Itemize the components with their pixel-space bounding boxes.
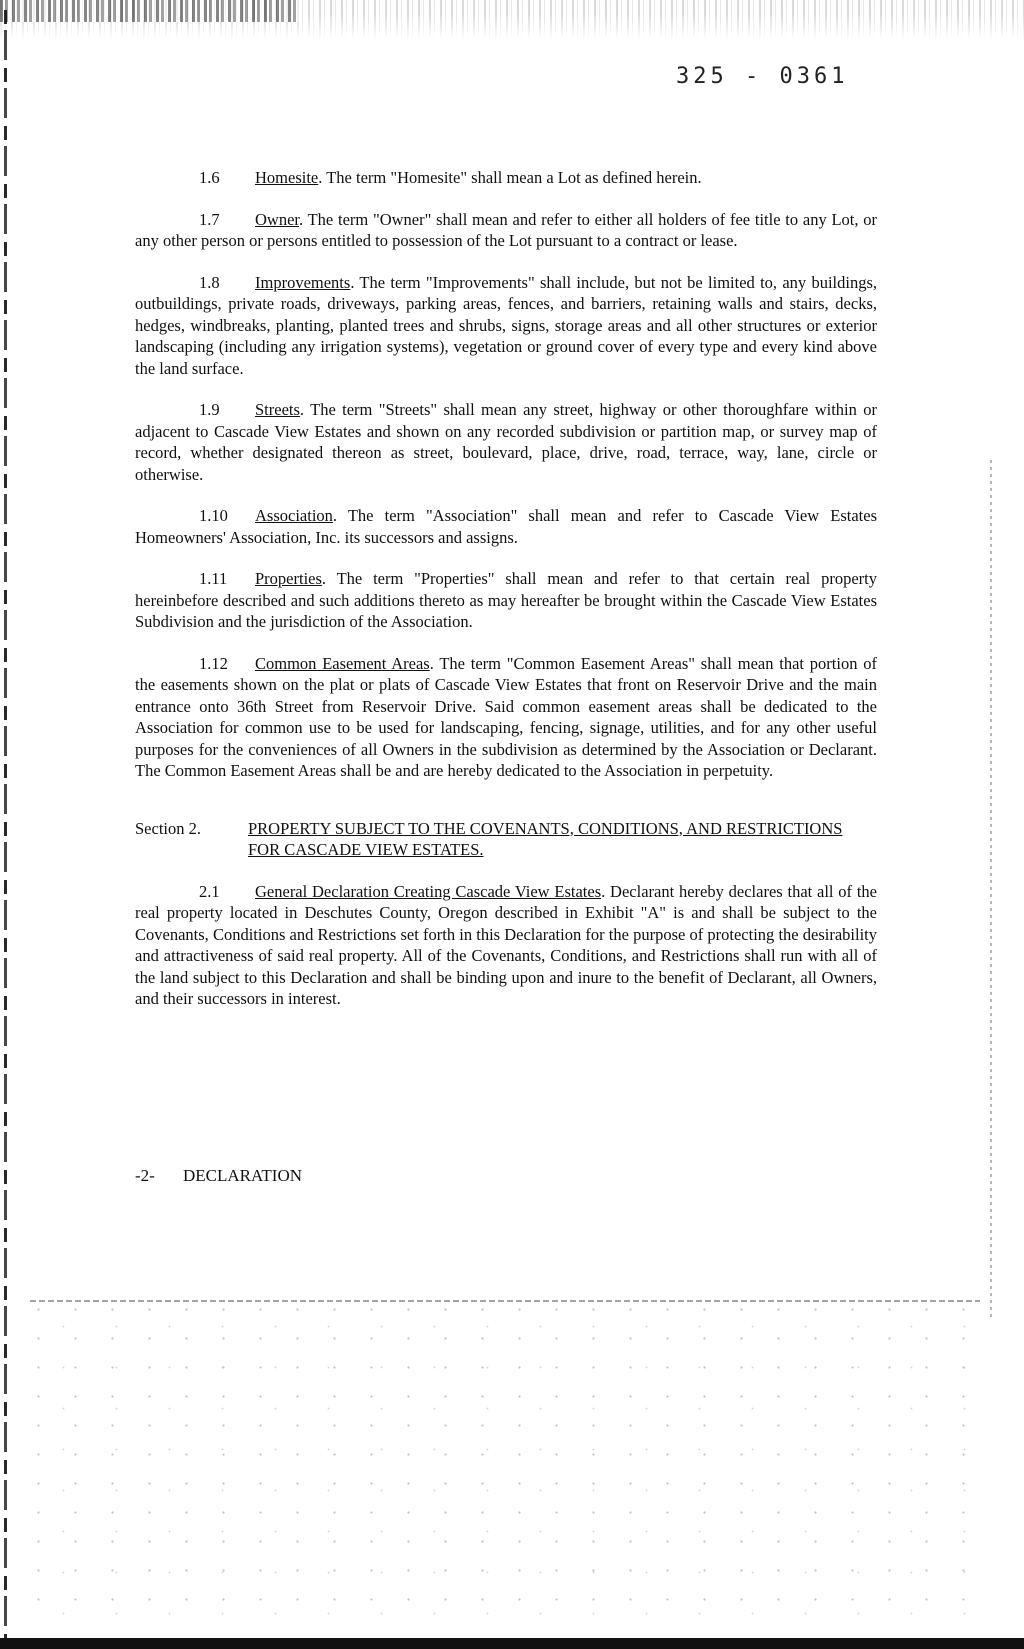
definition-1-12: 1.12 Common Easement Areas. The term "Common Easement Areas" shall mean that portion of the easements shown on the plat or plats of Cascade View Estates that front on Reservoir Drive and the main entrance onto 36th Street from Reservoir Drive. Said common easement areas shall be dedicated to the Association for common use to be used for landscaping, fencing, signage, utilities, and for any other useful purposes for the conveniences of all Owners in the subdivision as determined by the Association or Declarant. The Common Easement Areas shall be and are hereby dedicated to the Association in perpetuity. xyxy=(135,653,877,780)
section-title: PROPERTY SUBJECT TO THE COVENANTS, CONDITIONS, AND RESTRICTIONS FOR CASCADE VIEW ESTATES. xyxy=(248,818,843,859)
scan-right-edge xyxy=(990,460,992,1320)
scan-bottom-edge xyxy=(0,1638,1024,1649)
section-label: Section 2. xyxy=(135,818,201,838)
term-homesite: Homesite xyxy=(255,168,319,187)
definition-1-6: 1.6 Homesite. The term "Homesite" shall mean a Lot as defined herein. xyxy=(199,168,702,187)
section-2-heading xyxy=(135,818,877,861)
document-body xyxy=(135,167,877,1030)
paragraph-2-1: 2.1 General Declaration Creating Cascade View Estates. Declarant hereby declares that all of the real property located in Deschutes County, Oregon described in Exhibit "A" is and shall be subject to the Covenants, Conditions and Restrictions set forth in this Declaration for the purpose of protecting the desirability and attractiveness of said real property. All of the Covenants, Conditions, and Restrictions shall run with all of the land subject to this Declaration and shall be binding upon and inure to the benefit of Declarant, all Owners, and their successors in interest. xyxy=(135,881,877,1008)
scan-left-edge xyxy=(4,10,7,1640)
definition-1-10: 1.10 Association. The term "Association" shall mean and refer to Cascade View Estates Homeowners' Association, Inc. its successors and assigns. xyxy=(135,506,877,547)
term-association: Association xyxy=(255,506,333,525)
term-properties: Properties xyxy=(255,569,322,588)
term-common-easement-areas: Common Easement Areas xyxy=(255,653,430,673)
page-number: 325 - 0361 xyxy=(676,64,849,89)
scan-noise-top-dark xyxy=(0,0,300,22)
definition-1-7: 1.7 Owner. The term "Owner" shall mean and refer to either all holders of fee title to any Lot, or any other person or persons entitled to possession of the Lot pursuant to a contract or lease. xyxy=(135,209,877,250)
footer-title: DECLARATION xyxy=(183,1166,302,1185)
term-improvements: Improvements xyxy=(255,272,351,292)
definition-1-8: 1.8 Improvements. The term "Improvements" shall include, but not be limited to, any buildings, outbuildings, private roads, driveways, parking areas, fences, and barriers, retaining walls and stairs, decks, hedges, windbreaks, planting, planted trees and shrubs, signs, storage areas and all other structures or exterior landscaping (including any irrigation systems), vegetation or ground cover of every type and every kind above the land surface. xyxy=(135,272,877,378)
definition-1-11: 1.11 Properties. The term "Properties" shall mean and refer to that certain real property hereinbefore described and such additions thereto as may hereafter be brought within the Cascade View Estates Subdivision and the jurisdiction of the Association. xyxy=(135,569,877,631)
page-footer xyxy=(135,1166,302,1186)
term-streets: Streets xyxy=(255,400,300,419)
scan-noise-bottom xyxy=(20,1295,980,1625)
term-owner: Owner xyxy=(255,209,299,229)
footer-page-number: -2- xyxy=(135,1166,155,1185)
definition-1-9: 1.9 Streets. The term "Streets" shall mean any street, highway or other thoroughfare within or adjacent to Cascade View Estates and shown on any recorded subdivision or partition map, or survey map of record, whether designated thereon as street, boulevard, place, drive, road, terrace, way, lane, circle or otherwise. xyxy=(135,400,877,484)
term-general-declaration: General Declaration Creating Cascade View Estates xyxy=(255,881,602,901)
